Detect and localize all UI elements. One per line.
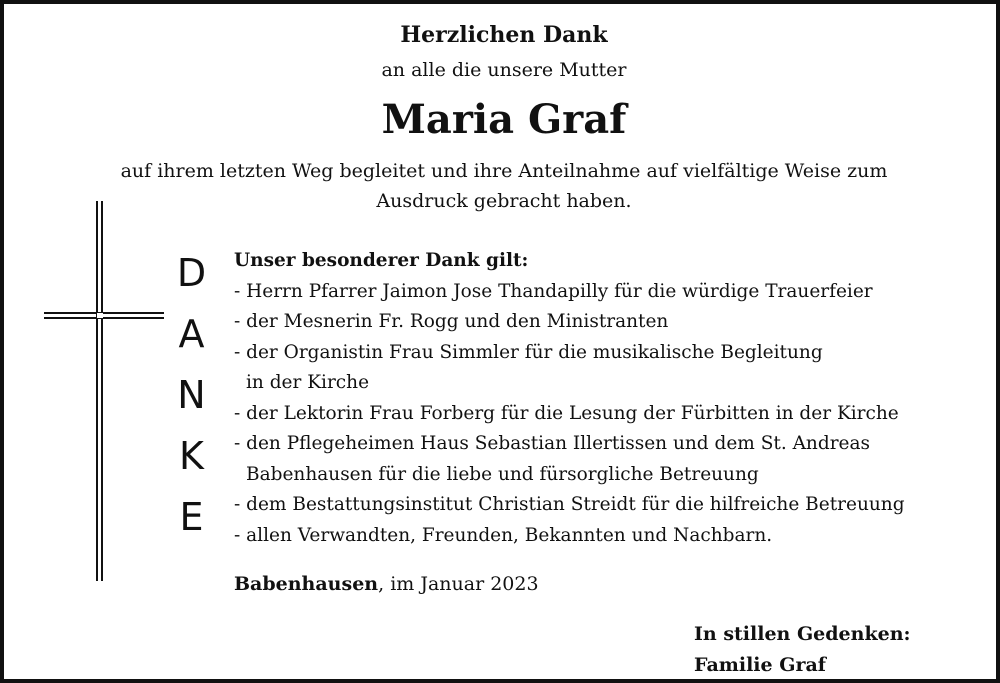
list-item-continuation: Babenhausen für die liebe und fürsorgliche Betreuung [246, 463, 759, 485]
list-item: - der Organistin Frau Simmler für die musikalische Begleitung [234, 341, 823, 363]
signature [694, 619, 911, 681]
list-item: - dem Bestattungsinstitut Christian Streidt für die hilfreiche Betreuung [234, 494, 905, 515]
list-item: - der Lektorin Frau Forberg für die Lesung der Fürbitten in der Kirche [234, 402, 899, 424]
list-item: - der Mesnerin Fr. Rogg und den Ministranten [234, 311, 669, 332]
danke-letter: N [177, 373, 206, 417]
danke-vertical [154, 251, 229, 559]
thanks-title: Unser besonderer Dank gilt: [234, 250, 529, 271]
date: , im Januar 2023 [378, 573, 539, 595]
family-name: Familie Graf [694, 654, 826, 676]
list-item: - allen Verwandten, Freunden, Bekannten und Nachbarn. [234, 524, 773, 546]
deceased-name: Maria Graf [381, 96, 627, 143]
danke-letter: A [178, 312, 205, 356]
list-item-continuation: in der Kirche [246, 372, 370, 393]
danke-letter: E [179, 495, 204, 539]
place-date [234, 573, 539, 595]
thanks-list [234, 246, 994, 551]
intro-line-1: auf ihrem letzten Weg begleitet und ihre Anteilnahme auf vielfältige Weise zum [120, 160, 888, 182]
list-item: - den Pflegeheimen Haus Sebastian Illertissen und dem St. Andreas [234, 433, 871, 454]
subline: an alle die unsere Mutter [381, 59, 627, 81]
danke-letter: K [179, 434, 204, 478]
place: Babenhausen [234, 573, 379, 595]
intro-line-2: Ausdruck gebracht haben. [376, 190, 632, 212]
danke-letter: D [176, 251, 207, 295]
cross-icon [44, 201, 164, 581]
list-item: - Herrn Pfarrer Jaimon Jose Thandapilly für die würdige Trauerfeier [234, 280, 873, 302]
heading: Herzlichen Dank [400, 22, 608, 48]
closing: In stillen Gedenken: [694, 623, 911, 645]
